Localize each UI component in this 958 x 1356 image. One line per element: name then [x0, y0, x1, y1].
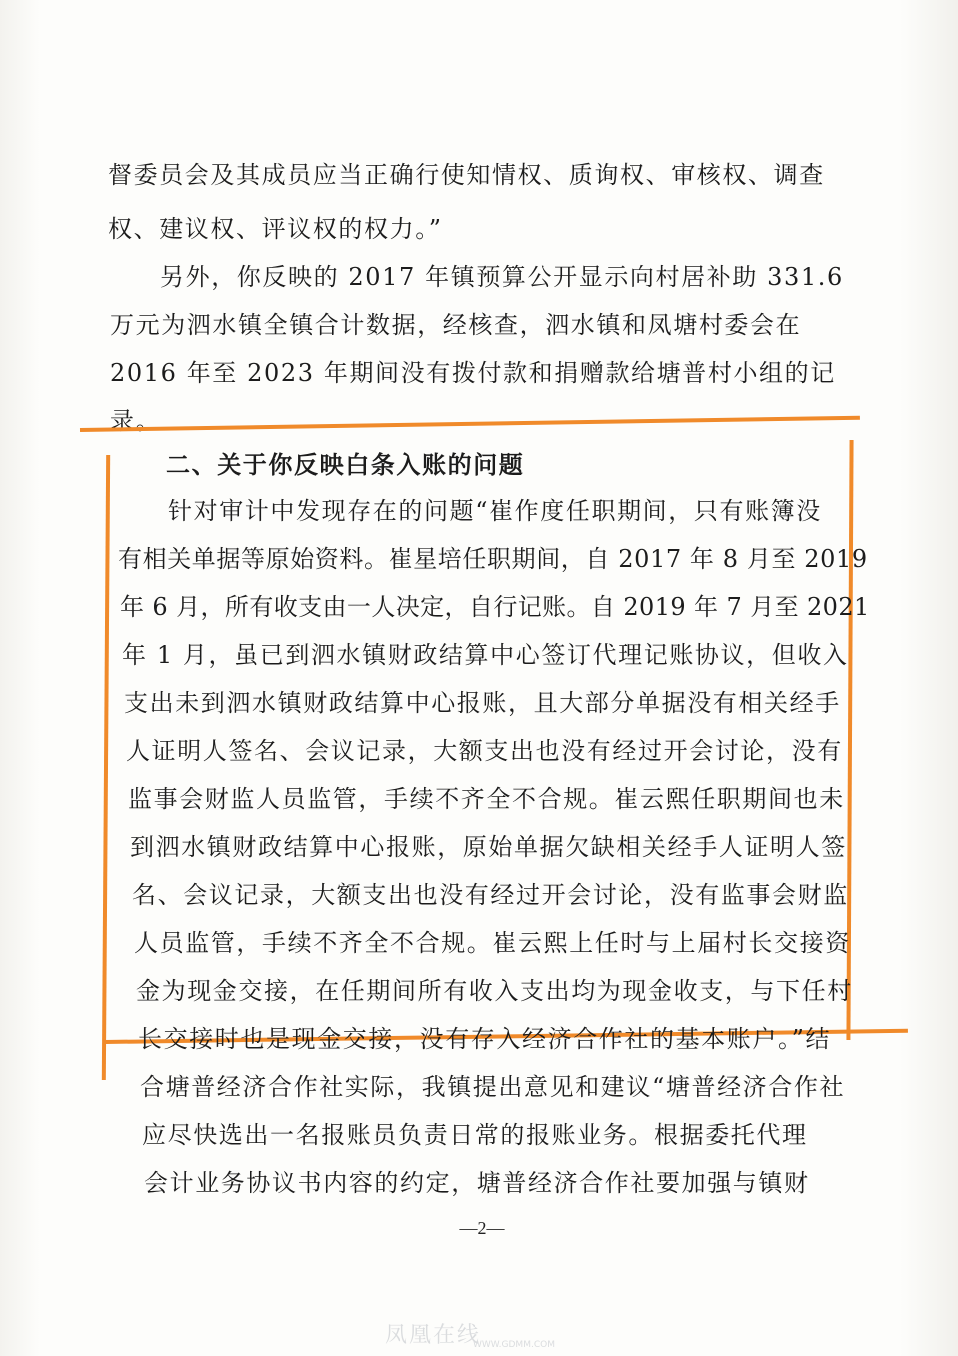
text-line: 支出未到泗水镇财政结算中心报账，且大部分单据没有相关经手: [124, 689, 841, 717]
text-line: 金为现金交接，在任期间所有收入支出均为现金收支，与下任村: [136, 977, 853, 1005]
highlight-border-top: [80, 416, 860, 432]
text-line: 督委员会及其成员应当正确行使知情权、质询权、审核权、调查: [108, 161, 825, 189]
text-line: 会计业务协议书内容的约定，塘普经济合作社要加强与镇财: [144, 1169, 810, 1197]
text-line: 应尽快选出一名报账员负责日常的报账业务。根据委托代理: [142, 1121, 808, 1149]
text-line: 另外，你反映的 2017 年镇预算公开显示向村居补助 331.6: [160, 263, 844, 291]
text-line: 有相关单据等原始资料。崔星培任职期间，自 2017 年 8 月至 2019: [118, 545, 868, 573]
text-line: 人证明人签名、会议记录，大额支出也没有经过开会讨论，没有: [126, 737, 843, 765]
text-line: 到泗水镇财政结算中心报账，原始单据欠缺相关经手人证明人签: [130, 833, 847, 861]
highlight-border-left: [102, 455, 110, 1080]
watermark-url: WWW.GDMM.COM: [473, 1340, 555, 1350]
text-line: 名、会议记录，大额支出也没有经过开会讨论，没有监事会财监: [132, 881, 849, 909]
text-line: 权、建议权、评议权的权力。”: [108, 215, 443, 243]
text-line: 年 1 月，虽已到泗水镇财政结算中心签订代理记账协议，但收入: [122, 641, 849, 669]
page-number: —2—: [459, 1218, 505, 1238]
text-line: 万元为泗水镇全镇合计数据，经核查，泗水镇和凤塘村委会在: [110, 311, 802, 339]
text-line: 年 6 月，所有收支由一人决定，自行记账。自 2019 年 7 月至 2021: [120, 593, 870, 621]
watermark-logo: 凤凰在线: [385, 1323, 482, 1348]
section-heading: 二、关于你反映白条入账的问题: [166, 450, 525, 479]
text-line: 录。: [110, 407, 162, 435]
text-line: 针对审计中发现存在的问题“崔作度任职期间，只有账簿没: [168, 497, 822, 525]
text-line: 监事会财监人员监管，手续不齐全不合规。崔云熙任职期间也未: [128, 785, 845, 813]
text-line: 合塘普经济合作社实际，我镇提出意见和建议“塘普经济合作社: [140, 1073, 846, 1101]
text-line: 人员监管，手续不齐全不合规。崔云熙上任时与上届村长交接资: [134, 929, 851, 957]
text-line: 2016 年至 2023 年期间没有拨付款和捐赠款给塘普村小组的记: [110, 359, 836, 387]
text-line: 长交接时也是现金交接，没有存入经济合作社的基本账户。”结: [138, 1025, 832, 1053]
watermark: [385, 1316, 585, 1352]
